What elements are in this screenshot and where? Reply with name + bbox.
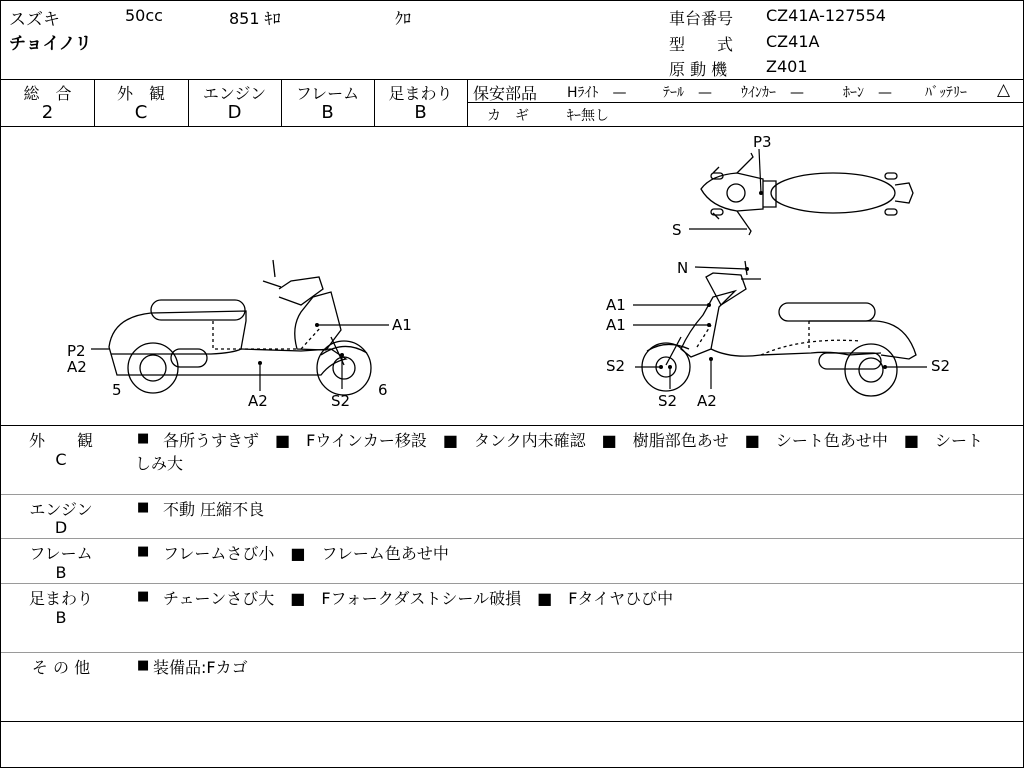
note-other-text: 装備品:Fカゴ bbox=[153, 658, 248, 677]
leader-lines bbox=[91, 149, 927, 391]
note-suspension-grade: B bbox=[55, 608, 67, 627]
divider bbox=[1, 79, 1023, 80]
scooter-left-view bbox=[109, 260, 371, 395]
model-name: チョイノリ bbox=[9, 34, 92, 54]
maker: スズキ bbox=[9, 10, 60, 30]
grade-frame-label: フレーム bbox=[295, 84, 360, 103]
label-n: N bbox=[677, 259, 689, 277]
grade-exterior-value: C bbox=[134, 102, 148, 123]
label-s2-right-left: S2 bbox=[606, 357, 626, 375]
grade-engine-label: エンジン bbox=[202, 84, 267, 103]
grade-overall-value: 2 bbox=[41, 102, 54, 123]
note-exterior-category: 外 観 bbox=[28, 431, 93, 450]
divider bbox=[1, 652, 1023, 653]
label-a2-left: A2 bbox=[67, 358, 87, 376]
model-type-label: 型 式 bbox=[669, 35, 734, 54]
label-s-top: S bbox=[672, 221, 682, 239]
divider bbox=[467, 102, 1023, 103]
safety-headlight: Hﾗｲﾄ — bbox=[567, 85, 627, 101]
label-a1-right-1: A1 bbox=[606, 296, 626, 314]
frame-number-label: 車台番号 bbox=[669, 9, 734, 28]
note-frame-grade: B bbox=[55, 563, 67, 582]
safety-taillight: ﾃｰﾙ — bbox=[663, 85, 712, 101]
note-engine-grade: D bbox=[54, 518, 68, 537]
note-engine-text: 不動 圧縮不良 bbox=[163, 500, 265, 519]
label-a2-right: A2 bbox=[697, 392, 717, 410]
divider bbox=[1, 721, 1023, 722]
label-s2-right-bottom: S2 bbox=[658, 392, 678, 410]
divider bbox=[1, 425, 1023, 426]
key-label: カ ギ bbox=[487, 108, 529, 124]
grade-overall-label: 総 合 bbox=[23, 84, 72, 103]
note-exterior-grade: C bbox=[55, 450, 67, 469]
frame-number: CZ41A-127554 bbox=[766, 6, 886, 25]
grade-exterior-label: 外 観 bbox=[116, 84, 165, 103]
safety-parts-label: 保安部品 bbox=[473, 84, 538, 103]
label-5: 5 bbox=[112, 381, 122, 399]
label-a2-bottom-left: A2 bbox=[248, 392, 268, 410]
label-p2: P2 bbox=[67, 342, 86, 360]
note-engine-category: エンジン bbox=[29, 500, 93, 519]
note-frame-text: フレームさび小 ■ フレーム色あせ中 bbox=[163, 544, 449, 563]
label-a1-right-2: A1 bbox=[606, 316, 626, 334]
grade-frame-value: B bbox=[321, 102, 334, 123]
bullet-square: ■ bbox=[137, 500, 150, 515]
note-exterior-text-cont: しみ大 bbox=[135, 454, 184, 473]
grade-engine-value: D bbox=[227, 102, 242, 123]
bullet-square: ■ bbox=[137, 431, 150, 446]
bullet-square: ■ bbox=[137, 544, 150, 559]
scooter-damage-diagram bbox=[1, 127, 1023, 425]
divider bbox=[1, 494, 1023, 495]
divider bbox=[1, 538, 1023, 539]
label-6: 6 bbox=[378, 381, 388, 399]
engine-type: Z401 bbox=[766, 57, 808, 76]
scooter-top-view bbox=[701, 153, 913, 235]
note-other-category: そ の 他 bbox=[31, 658, 91, 677]
note-suspension-category: 足まわり bbox=[28, 589, 93, 608]
divider bbox=[1, 583, 1023, 584]
note-frame-category: フレーム bbox=[29, 544, 93, 563]
battery-mark: △ bbox=[997, 80, 1011, 100]
engine-type-label: 原 動 機 bbox=[669, 60, 728, 79]
label-s2-left: S2 bbox=[331, 392, 351, 410]
displacement: 50cc bbox=[125, 6, 163, 25]
grade-suspension-value: B bbox=[414, 102, 427, 123]
note-exterior-text: 各所うすきず ■ Fウインカー移設 ■ タンク内未確認 ■ 樹脂部色あせ ■ シート色あせ中 ■ シート bbox=[163, 431, 983, 450]
bullet-square: ■ bbox=[137, 589, 150, 604]
mileage: 851 ｷﾛ bbox=[229, 9, 281, 28]
label-p3: P3 bbox=[753, 133, 772, 151]
bullet-square: ■ bbox=[137, 658, 150, 673]
safety-battery: ﾊﾞｯﾃﾘｰ bbox=[925, 85, 967, 101]
safety-horn: ﾎｰﾝ — bbox=[843, 85, 892, 101]
label-a1-left: A1 bbox=[392, 316, 412, 334]
color: ｸﾛ bbox=[395, 9, 412, 28]
scooter-right-view bbox=[642, 261, 916, 396]
note-suspension-text: チェーンさび大 ■ Fフォークダストシール破損 ■ Fタイヤひび中 bbox=[163, 589, 674, 608]
model-type: CZ41A bbox=[766, 32, 820, 51]
key-value: ｷｰ無し bbox=[567, 108, 609, 124]
grade-suspension-label: 足まわり bbox=[388, 84, 453, 103]
label-s2-right-right: S2 bbox=[931, 357, 951, 375]
safety-winker: ｳｲﾝｶｰ — bbox=[741, 85, 804, 101]
